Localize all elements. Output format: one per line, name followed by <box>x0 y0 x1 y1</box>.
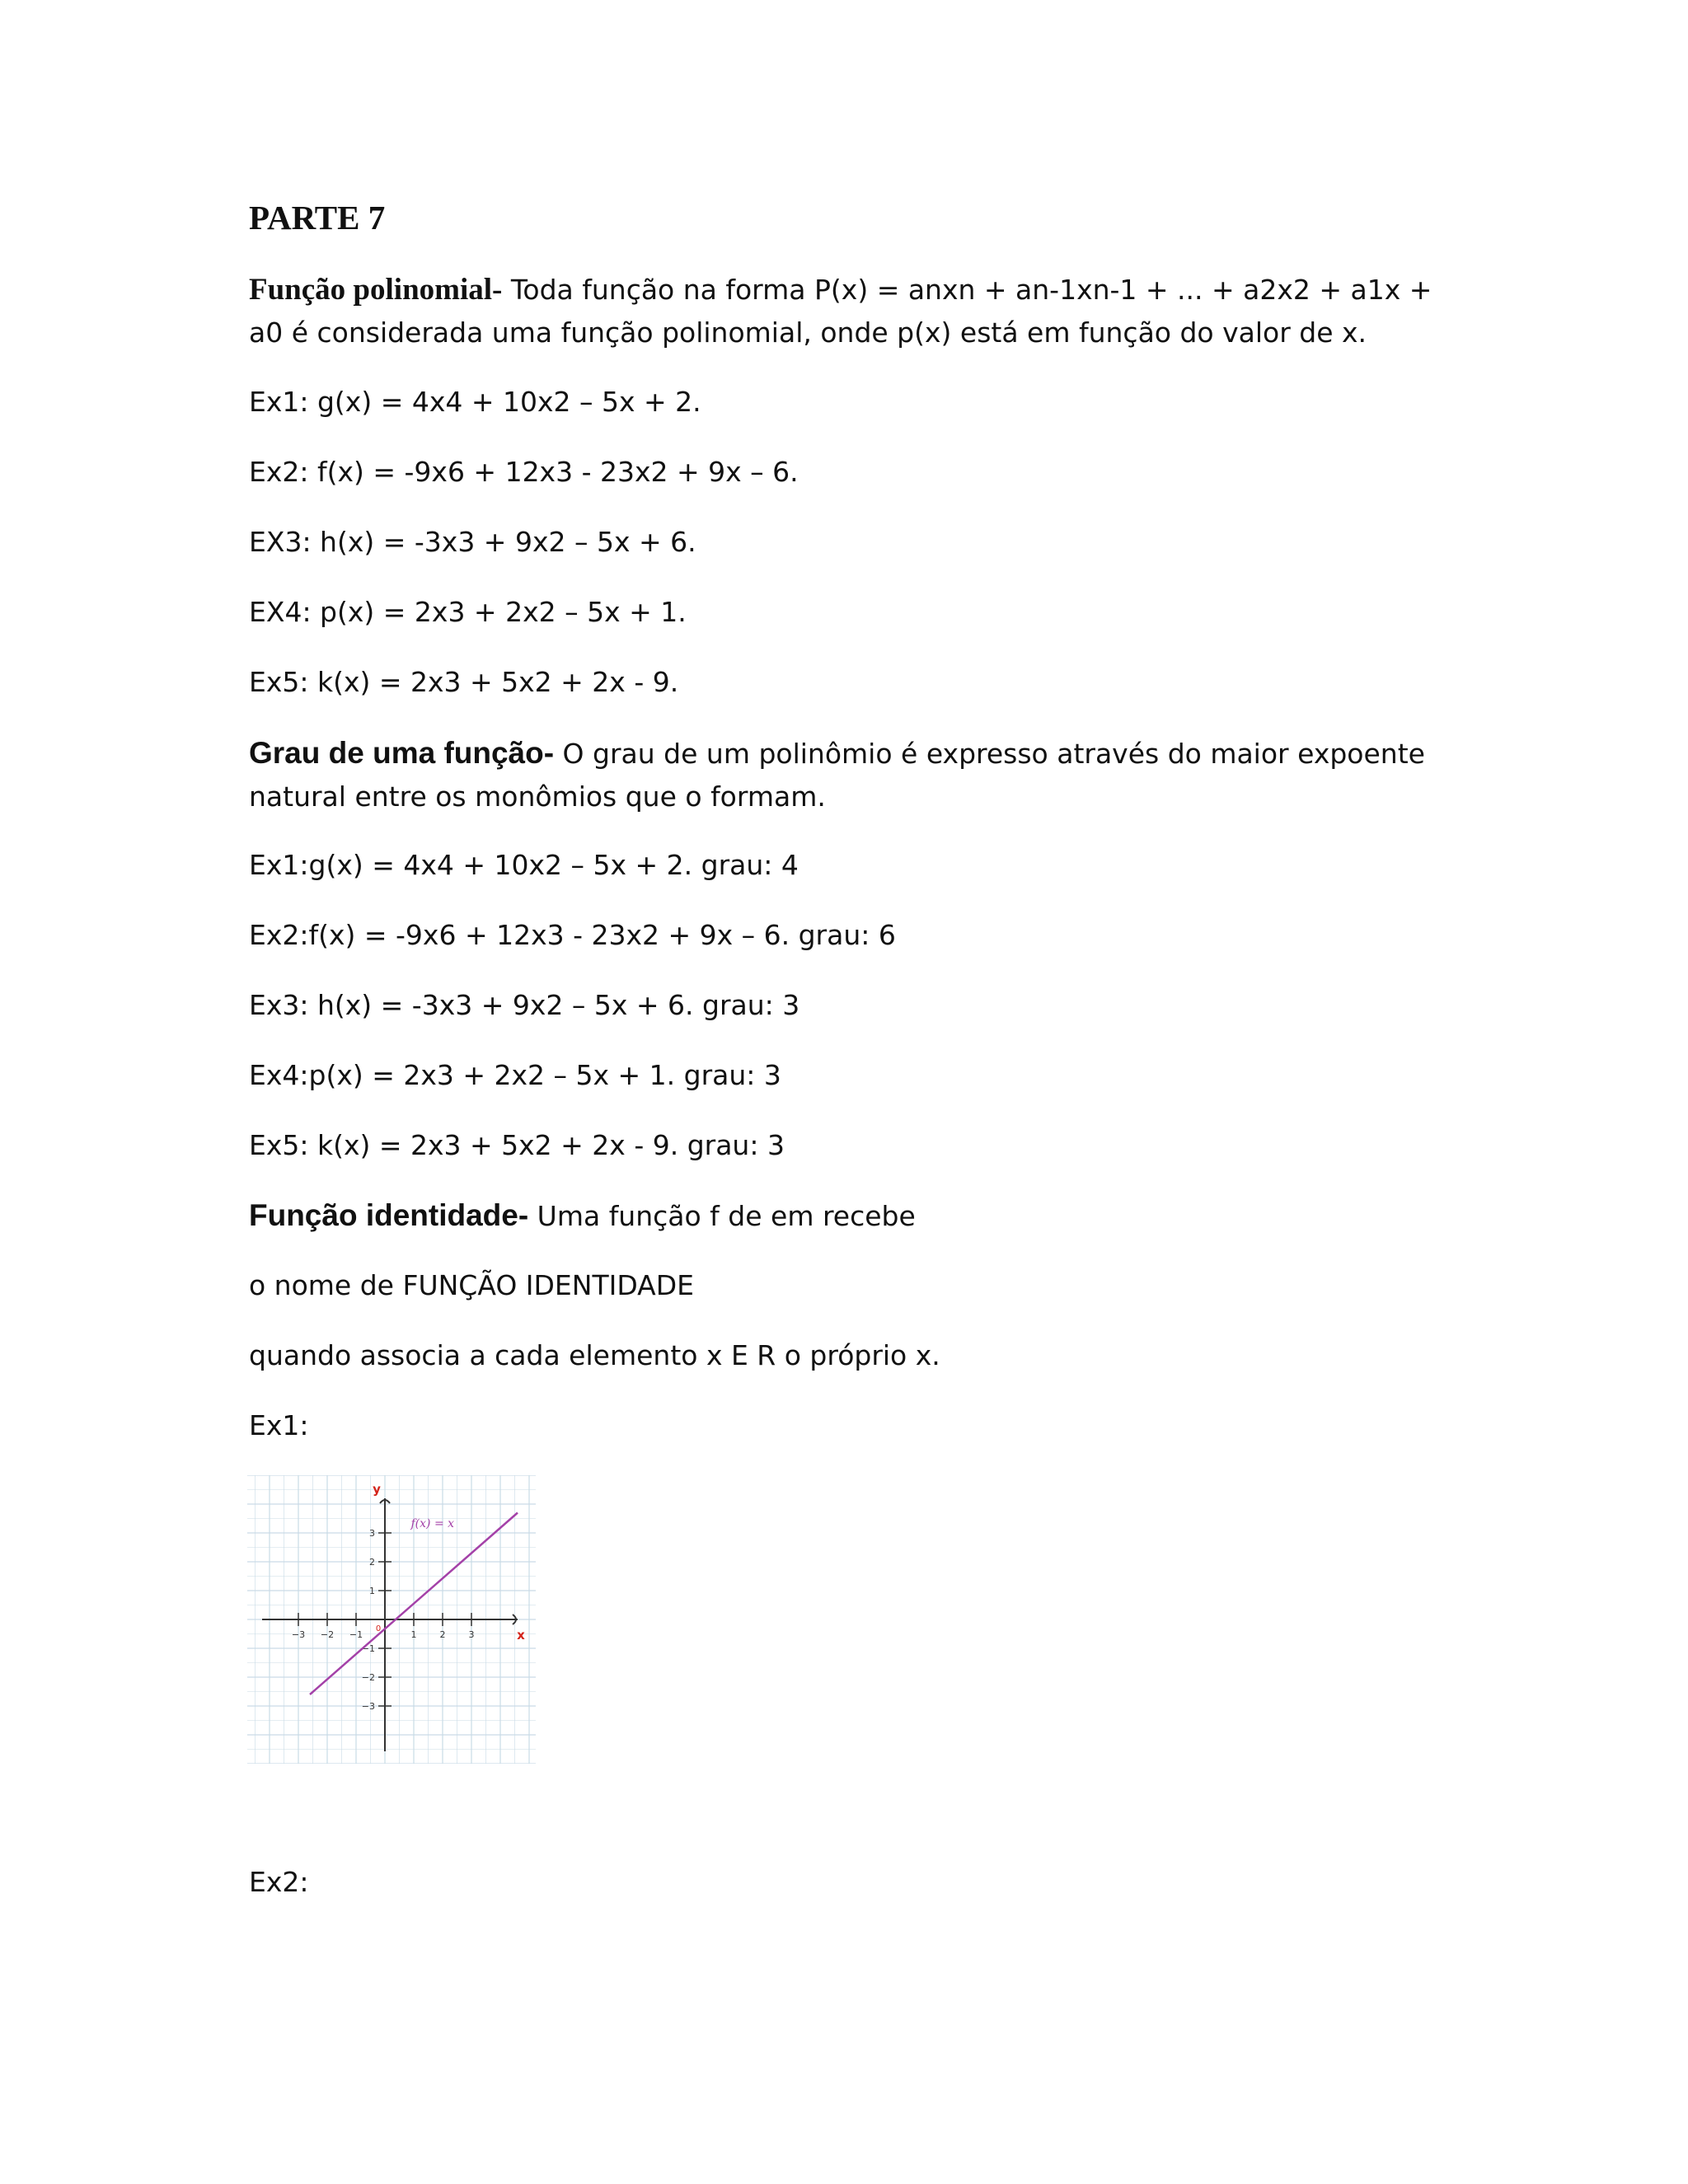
identidade-ex2-label: Ex2: <box>249 1866 309 1898</box>
grau-example-2: Ex2:f(x) = -9x6 + 12x3 - 23x2 + 9x – 6. grau: 6 <box>249 919 896 951</box>
x-tick-label: 3 <box>468 1629 475 1640</box>
part-title: PARTE 7 <box>249 199 386 237</box>
polinomial-term: Função polinomial- <box>249 273 503 307</box>
polinomial-text: Toda função na forma P(x) = anxn + an-1xn-1 + ... + a2x2 + a1x + a0 é considerada uma função polinomial, onde p(x) está em função do valor de x. <box>249 274 1432 349</box>
series-label-identity: f(x) = x <box>410 1517 455 1530</box>
grau-term: Grau de uma função- <box>249 736 555 770</box>
x-tick-label: 1 <box>410 1629 417 1640</box>
y-tick-label: 3 <box>369 1528 375 1539</box>
identidade-line-3: quando associa a cada elemento x E R o próprio x. <box>249 1339 940 1371</box>
origin-label: 0 <box>375 1624 382 1633</box>
identidade-ex1-label: Ex1: <box>249 1409 309 1441</box>
y-tick-label: 1 <box>369 1586 375 1596</box>
polinomial-definition <box>249 269 1452 354</box>
polinomial-example-1: Ex1: g(x) = 4x4 + 10x2 – 5x + 2. <box>249 386 701 418</box>
x-tick-label: 2 <box>439 1629 446 1640</box>
y-tick-label: −3 <box>361 1701 375 1712</box>
grau-example-4: Ex4:p(x) = 2x3 + 2x2 – 5x + 1. grau: 3 <box>249 1059 781 1091</box>
polinomial-example-4: EX4: p(x) = 2x3 + 2x2 – 5x + 1. <box>249 596 687 628</box>
grau-example-3: Ex3: h(x) = -3x3 + 9x2 – 5x + 6. grau: 3 <box>249 989 800 1021</box>
polinomial-example-3: EX3: h(x) = -3x3 + 9x2 – 5x + 6. <box>249 526 696 558</box>
y-tick-label: −1 <box>361 1643 375 1654</box>
identidade-text: Uma função f de em recebe <box>528 1200 916 1232</box>
identidade-term: Função identidade- <box>249 1198 529 1232</box>
identidade-line-2: o nome de FUNÇÃO IDENTIDADE <box>249 1269 695 1301</box>
x-tick-label: −2 <box>320 1629 335 1640</box>
identity-function-graph <box>247 1475 536 1764</box>
grau-example-5: Ex5: k(x) = 2x3 + 5x2 + 2x - 9. grau: 3 <box>249 1129 785 1161</box>
grau-example-1: Ex1:g(x) = 4x4 + 10x2 – 5x + 2. grau: 4 <box>249 849 799 881</box>
y-tick-label: 2 <box>369 1557 375 1568</box>
graph-svg <box>247 1475 536 1764</box>
grau-text: O grau de um polinômio é expresso através do maior expoente natural entre os monômios que o formam. <box>249 738 1425 813</box>
x-axis-label: x <box>517 1628 525 1643</box>
polinomial-example-5: Ex5: k(x) = 2x3 + 5x2 + 2x - 9. <box>249 666 679 698</box>
x-tick-label: −3 <box>291 1629 306 1640</box>
y-axis-label: y <box>373 1482 381 1497</box>
grau-definition <box>249 732 1452 818</box>
y-tick-label: −2 <box>361 1672 375 1683</box>
polinomial-example-2: Ex2: f(x) = -9x6 + 12x3 - 23x2 + 9x – 6. <box>249 456 799 488</box>
x-tick-label: −1 <box>349 1629 363 1640</box>
identidade-definition <box>249 1197 916 1235</box>
